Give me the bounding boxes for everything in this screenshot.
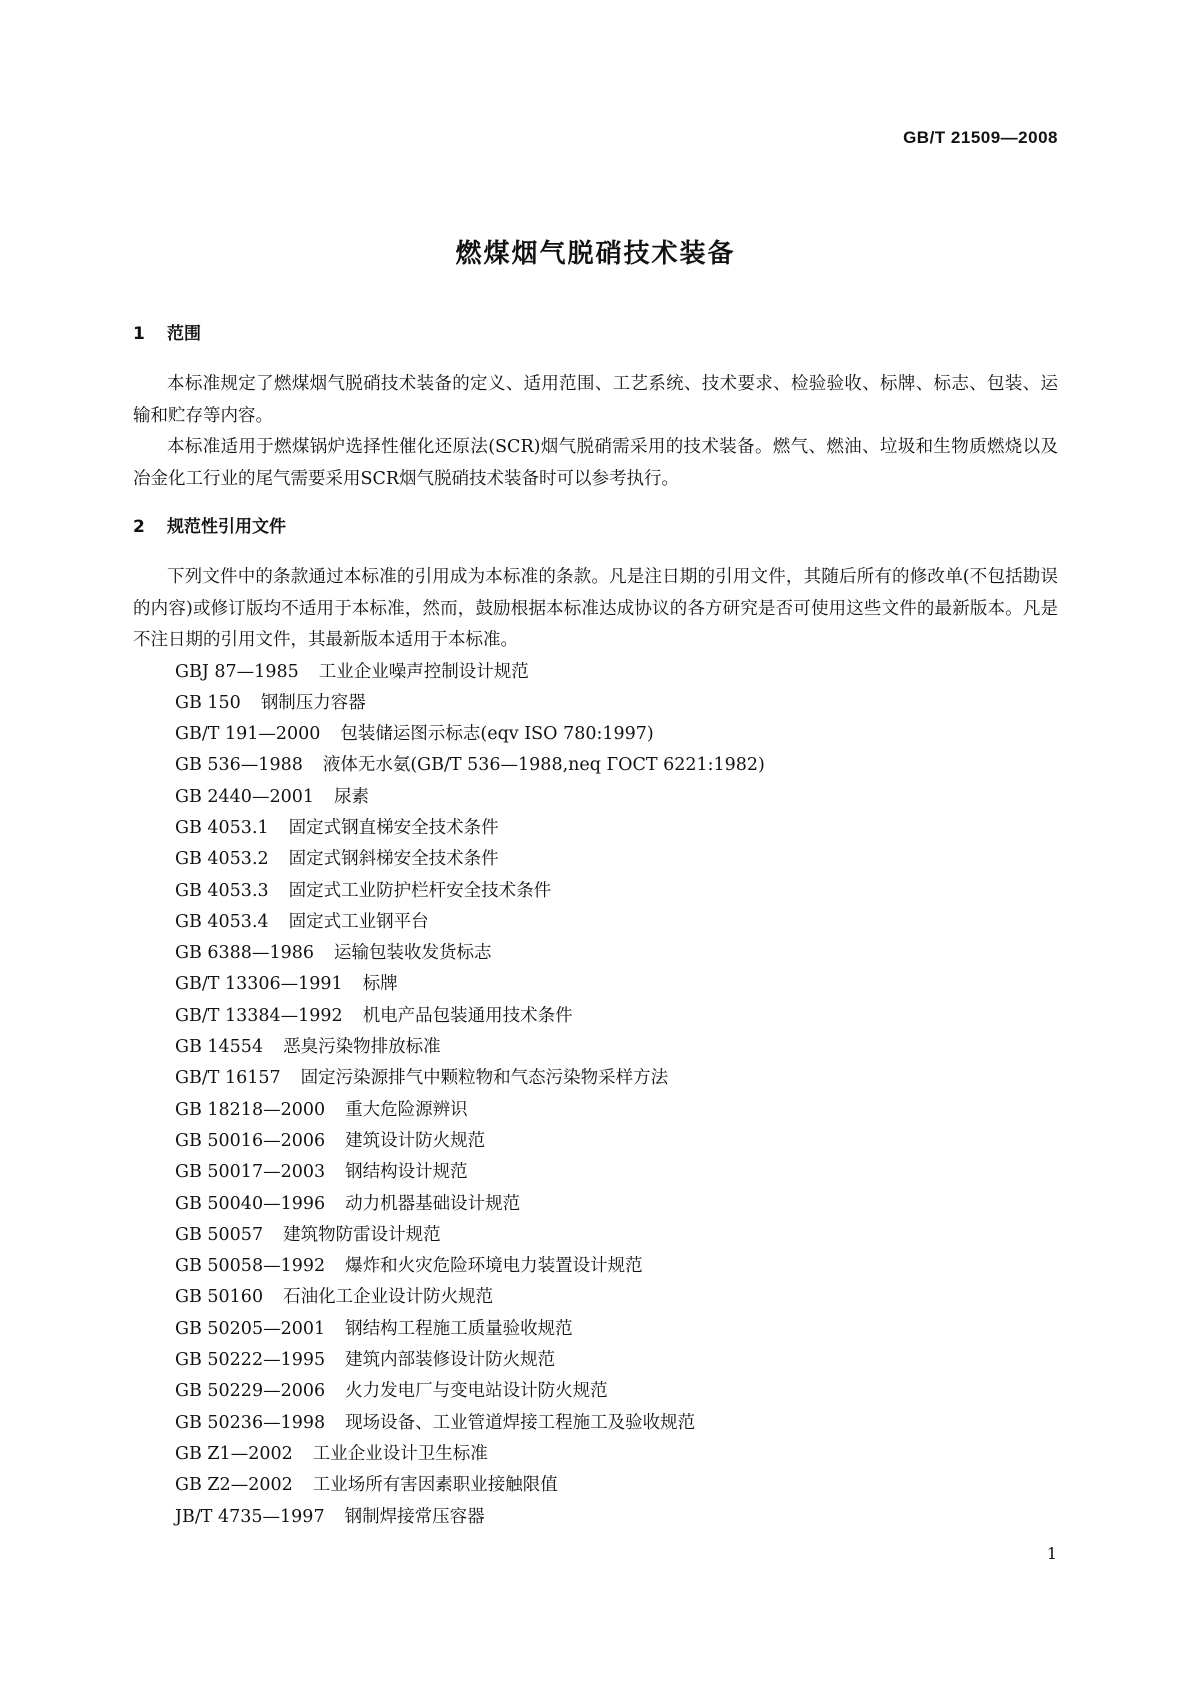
- reference-code: GB 4053.1: [175, 817, 269, 838]
- reference-code: GB 50057: [175, 1224, 264, 1245]
- reference-title: 包装储运图示标志(eqv ISO 780:1997): [340, 724, 654, 745]
- reference-title: 建筑设计防火规范: [345, 1130, 486, 1151]
- reference-title: 固定污染源排气中颗粒物和气态污染物采样方法: [300, 1068, 669, 1089]
- reference-title: 工业企业设计卫生标准: [312, 1443, 488, 1464]
- reference-code: GB 4053.4: [175, 911, 269, 932]
- reference-item: [133, 1345, 1058, 1376]
- reference-item: [133, 1502, 1058, 1533]
- reference-title: 工业企业噪声控制设计规范: [318, 661, 529, 682]
- reference-code: GB Z2—2002: [175, 1475, 293, 1496]
- reference-item: [133, 1157, 1058, 1188]
- reference-title: 建筑内部装修设计防火规范: [345, 1350, 556, 1371]
- reference-item: [133, 1470, 1058, 1501]
- normative-references-intro: 下列文件中的条款通过本标准的引用成为本标准的条款。凡是注日期的引用文件，其随后所有的修改单(不包括勘误的内容)或修订版均不适用于本标准，然而，鼓励根据本标准达成协议的各方研究是否可使用这些文件的最新版本。凡是不注日期的引用文件，其最新版本适用于本标准。: [133, 567, 1058, 650]
- reference-item: [133, 1282, 1058, 1313]
- reference-title: 固定式工业防护栏杆安全技术条件: [288, 880, 552, 901]
- reference-item: [133, 1251, 1058, 1282]
- reference-item: [133, 1314, 1058, 1345]
- reference-title: 现场设备、工业管道焊接工程施工及验收规范: [345, 1412, 696, 1433]
- section-title: 规范性引用文件: [167, 517, 286, 537]
- reference-item: [133, 750, 1058, 781]
- reference-code: GB 150: [175, 692, 241, 713]
- reference-code: GB 50229—2006: [175, 1381, 326, 1402]
- reference-code: GB 4053.3: [175, 880, 269, 901]
- reference-title: 钢制压力容器: [260, 692, 366, 713]
- standard-number: GB/T 21509—2008: [903, 128, 1058, 147]
- reference-title: 钢结构设计规范: [345, 1162, 468, 1183]
- document-body: [133, 322, 1058, 1533]
- reference-item: [133, 1408, 1058, 1439]
- scope-paragraph: 本标准规定了燃煤烟气脱硝技术装备的定义、适用范围、工艺系统、技术要求、检验验收、标牌、标志、包装、运输和贮存等内容。: [133, 374, 1058, 426]
- reference-item: [133, 1063, 1058, 1094]
- reference-title: 钢制焊接常压容器: [344, 1506, 485, 1527]
- section-1-heading: [133, 322, 1058, 346]
- reference-code: GB 50017—2003: [175, 1162, 326, 1183]
- page-number: 1: [1046, 1544, 1057, 1563]
- reference-item: [133, 657, 1058, 688]
- reference-code: GB 6388—1986: [175, 943, 314, 964]
- reference-title: 钢结构工程施工质量验收规范: [345, 1318, 573, 1339]
- reference-code: GB 18218—2000: [175, 1099, 326, 1120]
- reference-item: [133, 688, 1058, 719]
- reference-code: GB/T 13384—1992: [175, 1005, 343, 1026]
- reference-code: JB/T 4735—1997: [175, 1506, 325, 1527]
- reference-item: [133, 1220, 1058, 1251]
- reference-title: 标牌: [362, 974, 398, 995]
- reference-title: 液体无水氨(GB/T 536—1988,neq ГОСТ 6221:1982): [322, 755, 765, 776]
- reference-title: 爆炸和火灾危险环境电力装置设计规范: [345, 1256, 643, 1277]
- reference-item: [133, 782, 1058, 813]
- reference-item: [133, 1376, 1058, 1407]
- reference-item: [133, 969, 1058, 1000]
- reference-code: GB 2440—2001: [175, 786, 314, 807]
- reference-code: GB/T 16157: [175, 1068, 281, 1089]
- section-2-heading: [133, 515, 1058, 539]
- reference-title: 动力机器基础设计规范: [345, 1193, 521, 1214]
- reference-list: [133, 657, 1058, 1533]
- reference-item: [133, 938, 1058, 969]
- document-title: 燃煤烟气脱硝技术装备: [455, 239, 736, 269]
- reference-item: [133, 907, 1058, 938]
- reference-code: GB 50016—2006: [175, 1130, 326, 1151]
- reference-code: GB 50236—1998: [175, 1412, 326, 1433]
- reference-code: GB Z1—2002: [175, 1443, 293, 1464]
- reference-title: 固定式钢斜梯安全技术条件: [288, 849, 499, 870]
- reference-code: GB/T 13306—1991: [175, 974, 343, 995]
- reference-title: 运输包装收发货标志: [333, 943, 492, 964]
- reference-item: [133, 1189, 1058, 1220]
- reference-code: GB/T 191—2000: [175, 724, 321, 745]
- reference-title: 机电产品包装通用技术条件: [362, 1005, 573, 1026]
- reference-title: 恶臭污染物排放标准: [283, 1037, 441, 1058]
- section-number: 2: [133, 517, 145, 537]
- reference-item: [133, 719, 1058, 750]
- reference-code: GB 14554: [175, 1037, 264, 1058]
- reference-title: 火力发电厂与变电站设计防火规范: [345, 1381, 608, 1402]
- reference-code: GB 50222—1995: [175, 1350, 326, 1371]
- reference-code: GB 4053.2: [175, 849, 269, 870]
- reference-title: 固定式工业钢平台: [288, 911, 429, 932]
- reference-code: GB 50040—1996: [175, 1193, 326, 1214]
- reference-title: 固定式钢直梯安全技术条件: [288, 817, 499, 838]
- reference-title: 尿素: [333, 786, 369, 807]
- reference-code: GB 50058—1992: [175, 1256, 326, 1277]
- reference-code: GB 50160: [175, 1287, 264, 1308]
- reference-item: [133, 1439, 1058, 1470]
- reference-code: GB 536—1988: [175, 755, 303, 776]
- reference-item: [133, 1001, 1058, 1032]
- reference-item: [133, 876, 1058, 907]
- reference-code: GB 50205—2001: [175, 1318, 326, 1339]
- reference-title: 重大危险源辨识: [345, 1099, 468, 1120]
- reference-title: 石油化工企业设计防火规范: [283, 1287, 494, 1308]
- reference-item: [133, 1032, 1058, 1063]
- reference-item: [133, 1095, 1058, 1126]
- reference-item: [133, 844, 1058, 875]
- scope-paragraph: 本标准适用于燃煤锅炉选择性催化还原法(SCR)烟气脱硝需采用的技术装备。燃气、燃油、垃圾和生物质燃烧以及冶金化工行业的尾气需要采用SCR烟气脱硝技术装备时可以参考执行。: [133, 437, 1058, 489]
- section-number: 1: [133, 324, 145, 344]
- reference-item: [133, 813, 1058, 844]
- reference-item: [133, 1126, 1058, 1157]
- reference-title: 工业场所有害因素职业接触限值: [312, 1475, 558, 1496]
- reference-title: 建筑物防雷设计规范: [283, 1224, 441, 1245]
- reference-code: GBJ 87—1985: [175, 661, 299, 682]
- section-title: 范围: [167, 324, 201, 344]
